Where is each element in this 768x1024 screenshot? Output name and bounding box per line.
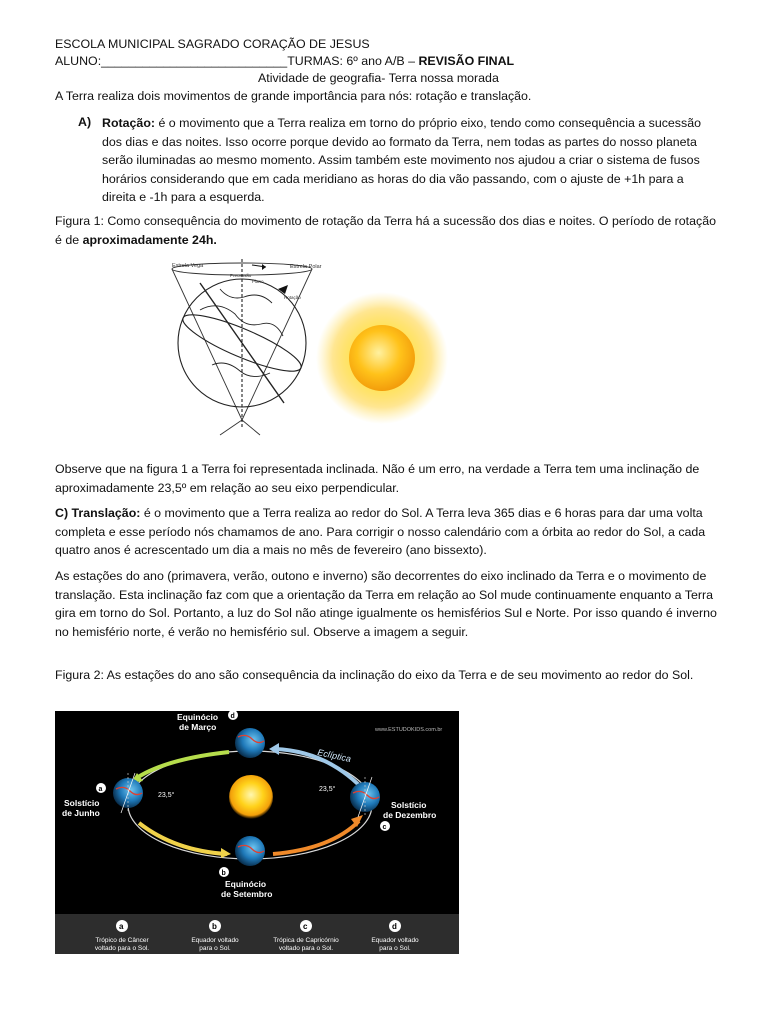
figure2-illustration — [55, 711, 459, 954]
title-c-line1: Solstício — [391, 800, 427, 810]
title-c-line2: de Dezembro — [383, 810, 437, 820]
svg-text:b: b — [221, 870, 226, 877]
translation-paragraph — [55, 504, 720, 560]
svg-text:voltado para o Sol.: voltado para o Sol. — [94, 945, 150, 952]
rotation-label: Rotação: — [102, 116, 156, 130]
figure1-caption-text: Figura 1: Como consequência do movimento de rotação da Terra há a sucessão dos dias e noites. O período de rotação é de — [55, 214, 716, 247]
figure1-caption — [55, 212, 720, 249]
observe-paragraph: Observe que na figura 1 a Terra foi representada inclinada. Não é um erro, na verdade a Terra tem uma inclinação de aproximadamente 23,5º em relação ao seu eixo perpendicular. — [55, 462, 700, 495]
rotation-marker: A) — [78, 115, 92, 129]
student-line — [55, 53, 514, 70]
intro-text: A Terra realiza dois movimentos de grande importância para nós: rotação e translação. — [55, 89, 532, 103]
earth-d — [235, 728, 265, 758]
title-b-line1: Equinócio — [225, 879, 267, 889]
svg-text:a: a — [119, 922, 124, 931]
sun-illustration — [316, 292, 448, 424]
ecliptic-label: Eclíptica — [316, 747, 352, 765]
figure1-caption-bold: aproximadamente 24h. — [82, 232, 217, 247]
svg-text:b: b — [212, 922, 217, 931]
review-title: REVISÃO FINAL — [418, 54, 515, 68]
student-class-text: ALUNO:___________________________TURMAS: 6º ano A/B – — [55, 54, 419, 68]
badge-a — [96, 783, 106, 793]
title-a-line1: Solstício — [64, 798, 100, 808]
svg-text:Trópica de Capricórnio: Trópica de Capricórnio — [273, 937, 339, 944]
title-d-line1: Equinócio — [177, 712, 219, 722]
translation-text: é o movimento que a Terra realiza ao redor do Sol. A Terra leva 365 dias e 6 horas para dar uma volta completa e esse período nós chamamos de ano. Para corrigir o nosso calendário com a órbita ao redor do Sol, a cada quatro anos é acrescentado um dia a mais no mês de fevereiro (ano bissexto). — [55, 506, 706, 557]
svg-text:Equador voltado: Equador voltado — [371, 937, 419, 944]
label-vega: Estrela Vega — [172, 263, 204, 269]
school-name: ESCOLA MUNICIPAL SAGRADO CORAÇÃO DE JESUS — [55, 37, 370, 51]
svg-text:para o Sol.: para o Sol. — [199, 945, 231, 952]
svg-text:d: d — [230, 713, 235, 720]
rotation-text: é o movimento que a Terra realiza em torno do próprio eixo, tendo como consequência a sucessão dos dias e das noites. Isso ocorre porque devido ao formato da Terra, nem todas as partes do nosso planeta serão iluminadas ao mesmo momento. Assim também este movimento nos ajudou a criar o sistema de fusos horários considerando que em cada meridiano as horas do dia vão passando, com o ajuste de +1h para a direita e -1h para a esquerda. — [102, 116, 701, 204]
svg-text:voltado para o Sol.: voltado para o Sol. — [278, 945, 334, 952]
svg-text:c: c — [382, 824, 387, 831]
earth-globe — [178, 259, 307, 427]
label-rotation: Rotação — [284, 295, 301, 300]
svg-text:d: d — [392, 922, 397, 931]
earth-b — [235, 836, 265, 866]
translation-label: C) Translação: — [55, 506, 141, 520]
rotation-paragraph — [102, 114, 717, 207]
activity-title: Atividade de geografia- Terra nossa morada — [258, 71, 499, 85]
badge-c — [380, 821, 390, 831]
site-label: www.ESTUDOKIDS.com.br — [375, 727, 443, 733]
figure2-caption: Figura 2: As estações do ano são consequência da inclinação do eixo da Terra e de seu movimento ao redor do Sol. — [55, 668, 694, 682]
label-polar: Estrela Polar — [290, 264, 322, 270]
svg-text:Trópico de Câncer: Trópico de Câncer — [95, 937, 149, 944]
badge-b — [219, 867, 229, 877]
svg-text:a: a — [98, 786, 103, 793]
seasons-paragraph: As estações do ano (primavera, verão, outono e inverno) são decorrentes do eixo inclinado da Terra e o movimento de translação. Esta inclinação faz com que a orientação da Terra em relação ao Sol mude continuamente enquanto a Terra gira em torno do Sol. Portanto, a luz do Sol não atinge igualmente os hemisférios Sul e Norte. Por isso quando é inverno no hemisfério norte, é verão no hemisfério sul. Observe a imagem a seguir. — [55, 569, 717, 639]
svg-text:Equador voltado: Equador voltado — [191, 937, 239, 944]
label-precession: Precessão — [230, 273, 252, 278]
svg-text:c: c — [303, 922, 308, 931]
angle-left: 23,5° — [158, 792, 175, 799]
svg-text:para o Sol.: para o Sol. — [379, 945, 411, 952]
title-a-line2: de Junho — [62, 808, 100, 818]
angle-right: 23,5° — [319, 786, 336, 793]
title-b-line2: de Setembro — [221, 889, 273, 899]
figure1-illustration — [160, 255, 460, 445]
title-d-line2: de Março — [179, 722, 217, 732]
sun-center — [229, 775, 273, 819]
label-plane: Plano — [252, 279, 264, 284]
